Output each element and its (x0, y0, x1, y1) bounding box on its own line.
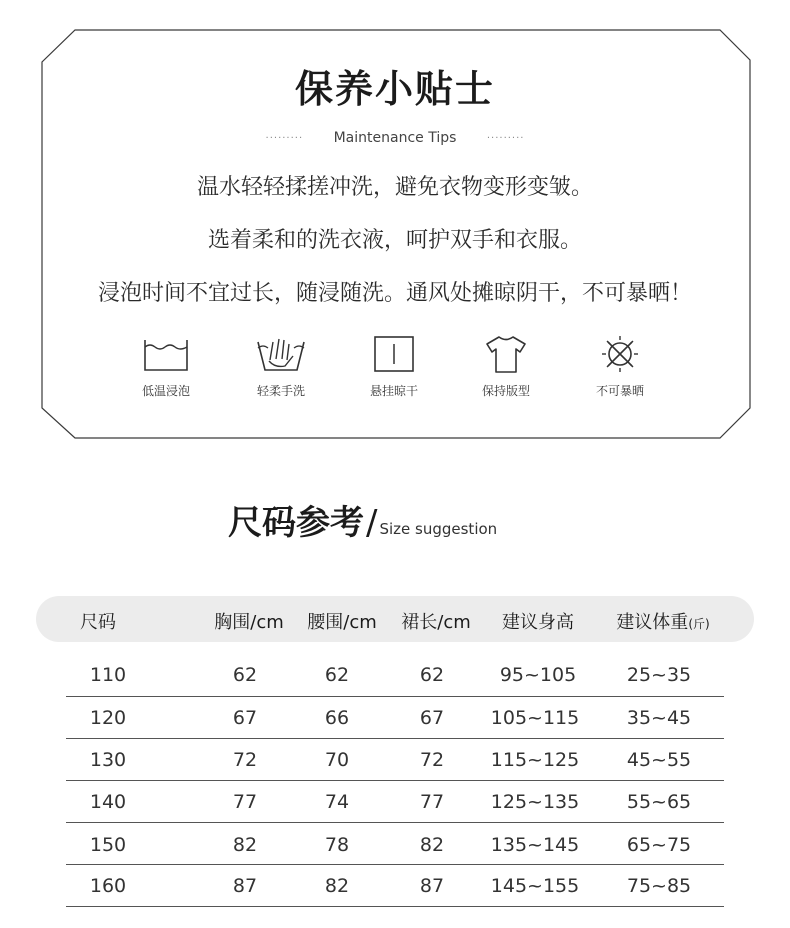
decor-dots-right: ········· (486, 132, 525, 144)
header-weight-label: 建议体重 (616, 612, 689, 633)
no-sun-icon (598, 334, 642, 374)
care-label: 悬挂晾干 (369, 384, 418, 398)
care-label: 低温浸泡 (141, 384, 190, 398)
size-heading (228, 495, 497, 544)
header-height: 建议身高 (502, 612, 574, 633)
header-weight-unit: (斤) (688, 617, 710, 631)
cell-height: 135~145 (490, 834, 580, 856)
cell-length: 67 (419, 707, 445, 729)
cell-chest: 72 (232, 749, 258, 771)
cell-weight: 45~55 (626, 749, 692, 771)
care-item-hang-dry (344, 334, 444, 399)
hand-wash-icon (255, 334, 307, 374)
header-waist: 腰围/cm (307, 612, 377, 633)
header-weight (616, 608, 709, 634)
table-row (66, 696, 724, 739)
care-label: 不可暴晒 (595, 384, 644, 398)
header-size: 尺码 (80, 612, 116, 633)
care-label: 保持版型 (481, 384, 530, 398)
cell-length: 87 (419, 875, 445, 897)
care-item-low-temp-soak (116, 334, 216, 399)
cell-size: 120 (89, 707, 127, 729)
cell-waist: 78 (324, 834, 350, 856)
cell-chest: 82 (232, 834, 258, 856)
decor-dots-left: ········· (265, 132, 304, 144)
cell-waist: 74 (324, 791, 350, 813)
care-item-no-sun (570, 334, 670, 399)
cell-chest: 67 (232, 707, 258, 729)
cell-length: 72 (419, 749, 445, 771)
size-heading-slash: / (366, 503, 378, 543)
cell-length: 77 (419, 791, 445, 813)
table-row (66, 864, 724, 907)
size-heading-en: Size suggestion (379, 520, 498, 538)
table-row (66, 738, 724, 781)
care-label: 轻柔手洗 (256, 384, 305, 398)
cell-waist: 82 (324, 875, 350, 897)
cell-chest: 62 (232, 664, 258, 686)
table-row (66, 780, 724, 823)
table-row (66, 654, 724, 697)
cell-length: 62 (419, 664, 445, 686)
tips-title: 保养小贴士 (294, 67, 495, 111)
cell-weight: 35~45 (626, 707, 692, 729)
keep-shape-icon (484, 334, 528, 374)
cell-size: 160 (89, 875, 127, 897)
cell-chest: 87 (232, 875, 258, 897)
cell-size: 110 (89, 664, 127, 686)
cell-waist: 62 (324, 664, 350, 686)
hang-dry-icon (372, 334, 416, 374)
cell-size: 150 (89, 834, 127, 856)
cell-chest: 77 (232, 791, 258, 813)
tips-subtitle-row (0, 130, 790, 146)
low-temp-soak-icon (141, 334, 191, 374)
cell-height: 145~155 (490, 875, 580, 897)
cell-waist: 66 (324, 707, 350, 729)
cell-waist: 70 (324, 749, 350, 771)
tips-subtitle: Maintenance Tips (333, 130, 457, 146)
cell-height: 105~115 (490, 707, 580, 729)
header-chest: 胸围/cm (214, 612, 284, 633)
cell-weight: 25~35 (626, 664, 692, 686)
cell-weight: 75~85 (626, 875, 692, 897)
cell-height: 115~125 (490, 749, 580, 771)
header-length: 裙长/cm (401, 612, 471, 633)
cell-length: 82 (419, 834, 445, 856)
cell-weight: 55~65 (626, 791, 692, 813)
cell-size: 130 (89, 749, 127, 771)
tip-line-3: 浸泡时间不宜过长，随浸随洗。通风处摊晾阴干，不可暴晒！ (97, 281, 692, 306)
care-item-hand-wash (231, 334, 331, 399)
size-heading-title: 尺码参考 (228, 503, 364, 543)
table-row (66, 822, 724, 865)
cell-height: 125~135 (490, 791, 580, 813)
cell-height: 95~105 (499, 664, 577, 686)
cell-weight: 65~75 (626, 834, 692, 856)
care-item-keep-shape (456, 334, 556, 399)
tip-line-2: 选着柔和的洗衣液，呵护双手和衣服。 (207, 228, 582, 253)
tip-line-1: 温水轻轻揉搓冲洗，避免衣物变形变皱。 (196, 175, 593, 200)
cell-size: 140 (89, 791, 127, 813)
